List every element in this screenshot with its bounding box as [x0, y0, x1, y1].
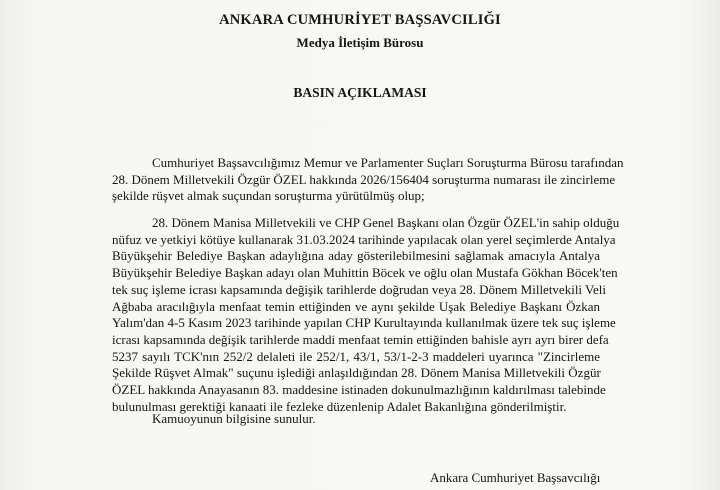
paragraph-line: Cumhuriyet Başsavcılığımız Memur ve Parlamenter Suçları Soruşturma Bürosu tarafından [152, 155, 624, 170]
paragraph-line: Büyükşehir Belediye Başkan adaylığına aday gösterilebilmesini sağlamak amacıyla Antalya [112, 248, 600, 264]
paragraph-line: Ağbaba aracılığıyla menfaat temin ettiğinden ve aynı şekilde Uşak Belediye Başkanı Özkan [112, 298, 600, 314]
paragraph-line: 28. Dönem Manisa Milletvekili ve CHP Genel Başkanı olan Özgür ÖZEL'in sahip olduğu [152, 215, 620, 230]
signature-line: Ankara Cumhuriyet Başsavcılığı [430, 470, 601, 485]
paragraph-line: ÖZEL hakkında Anayasanın 83. maddesine istinaden dokunulmazlığının kaldırılması talebinde [112, 382, 606, 398]
paragraph-line: Yalım'dan 4-5 Kasım 2023 tarihinde yapılan CHP Kurultayında kullanılmak üzere tek suç işleme [112, 315, 616, 331]
paragraph-line: şekilde rüşvet almak suçundan soruşturma yürütülmüş olup; [112, 188, 425, 204]
paragraph-line: bulunulması gerektiği kanaati ile fezleke düzenlenip Adalet Bakanlığına gönderilmiştir. [112, 398, 567, 414]
paragraph-1 [112, 155, 624, 205]
paragraph-line: Büyükşehir Belediye Başkan adayı olan Muhittin Böcek ve oğlu olan Mustafa Gökhan Böcek'ten [112, 265, 618, 281]
paragraph-line: 5237 sayılı TCK'nın 252/2 delaleti ile 252/1, 43/1, 53/1-2-3 maddeleri uyarınca "Zincirleme [112, 348, 600, 364]
document-heading: BASIN AÇIKLAMASI [293, 85, 427, 100]
office-title: ANKARA CUMHURİYET BAŞSAVCILIĞI [219, 12, 501, 28]
paragraph-line: nüfuz ve yetkiyi kötüye kullanarak 31.03.2024 tarihinde yapılacak olan yerel seçimlerde Antalya [112, 231, 616, 247]
paragraph-line: icrası kapsamında değişik tarihlerde maddi menfaat temin ettiğinden bahisle ayrı ayrı birer defa [112, 331, 609, 347]
paragraph-2 [112, 215, 620, 415]
paragraph-line: Şekilde Rüşvet Almak" suçunu işlediği anlaşıldığından 28. Dönem Manisa Milletvekili Özgür [112, 365, 601, 381]
closing-line: Kamuoyunun bilgisine sunulur. [152, 411, 316, 426]
office-unit: Medya İletişim Bürosu [296, 35, 424, 50]
paragraph-line: tek suç işleme icrası kapsamında değişik tarihlerde doğrudan veya 28. Dönem Milletvekili Veli [112, 281, 606, 297]
paragraph-line: 28. Dönem Milletvekili Özgür ÖZEL hakkında 2026/156404 soruşturma numarası ile zincirleme [112, 171, 616, 187]
